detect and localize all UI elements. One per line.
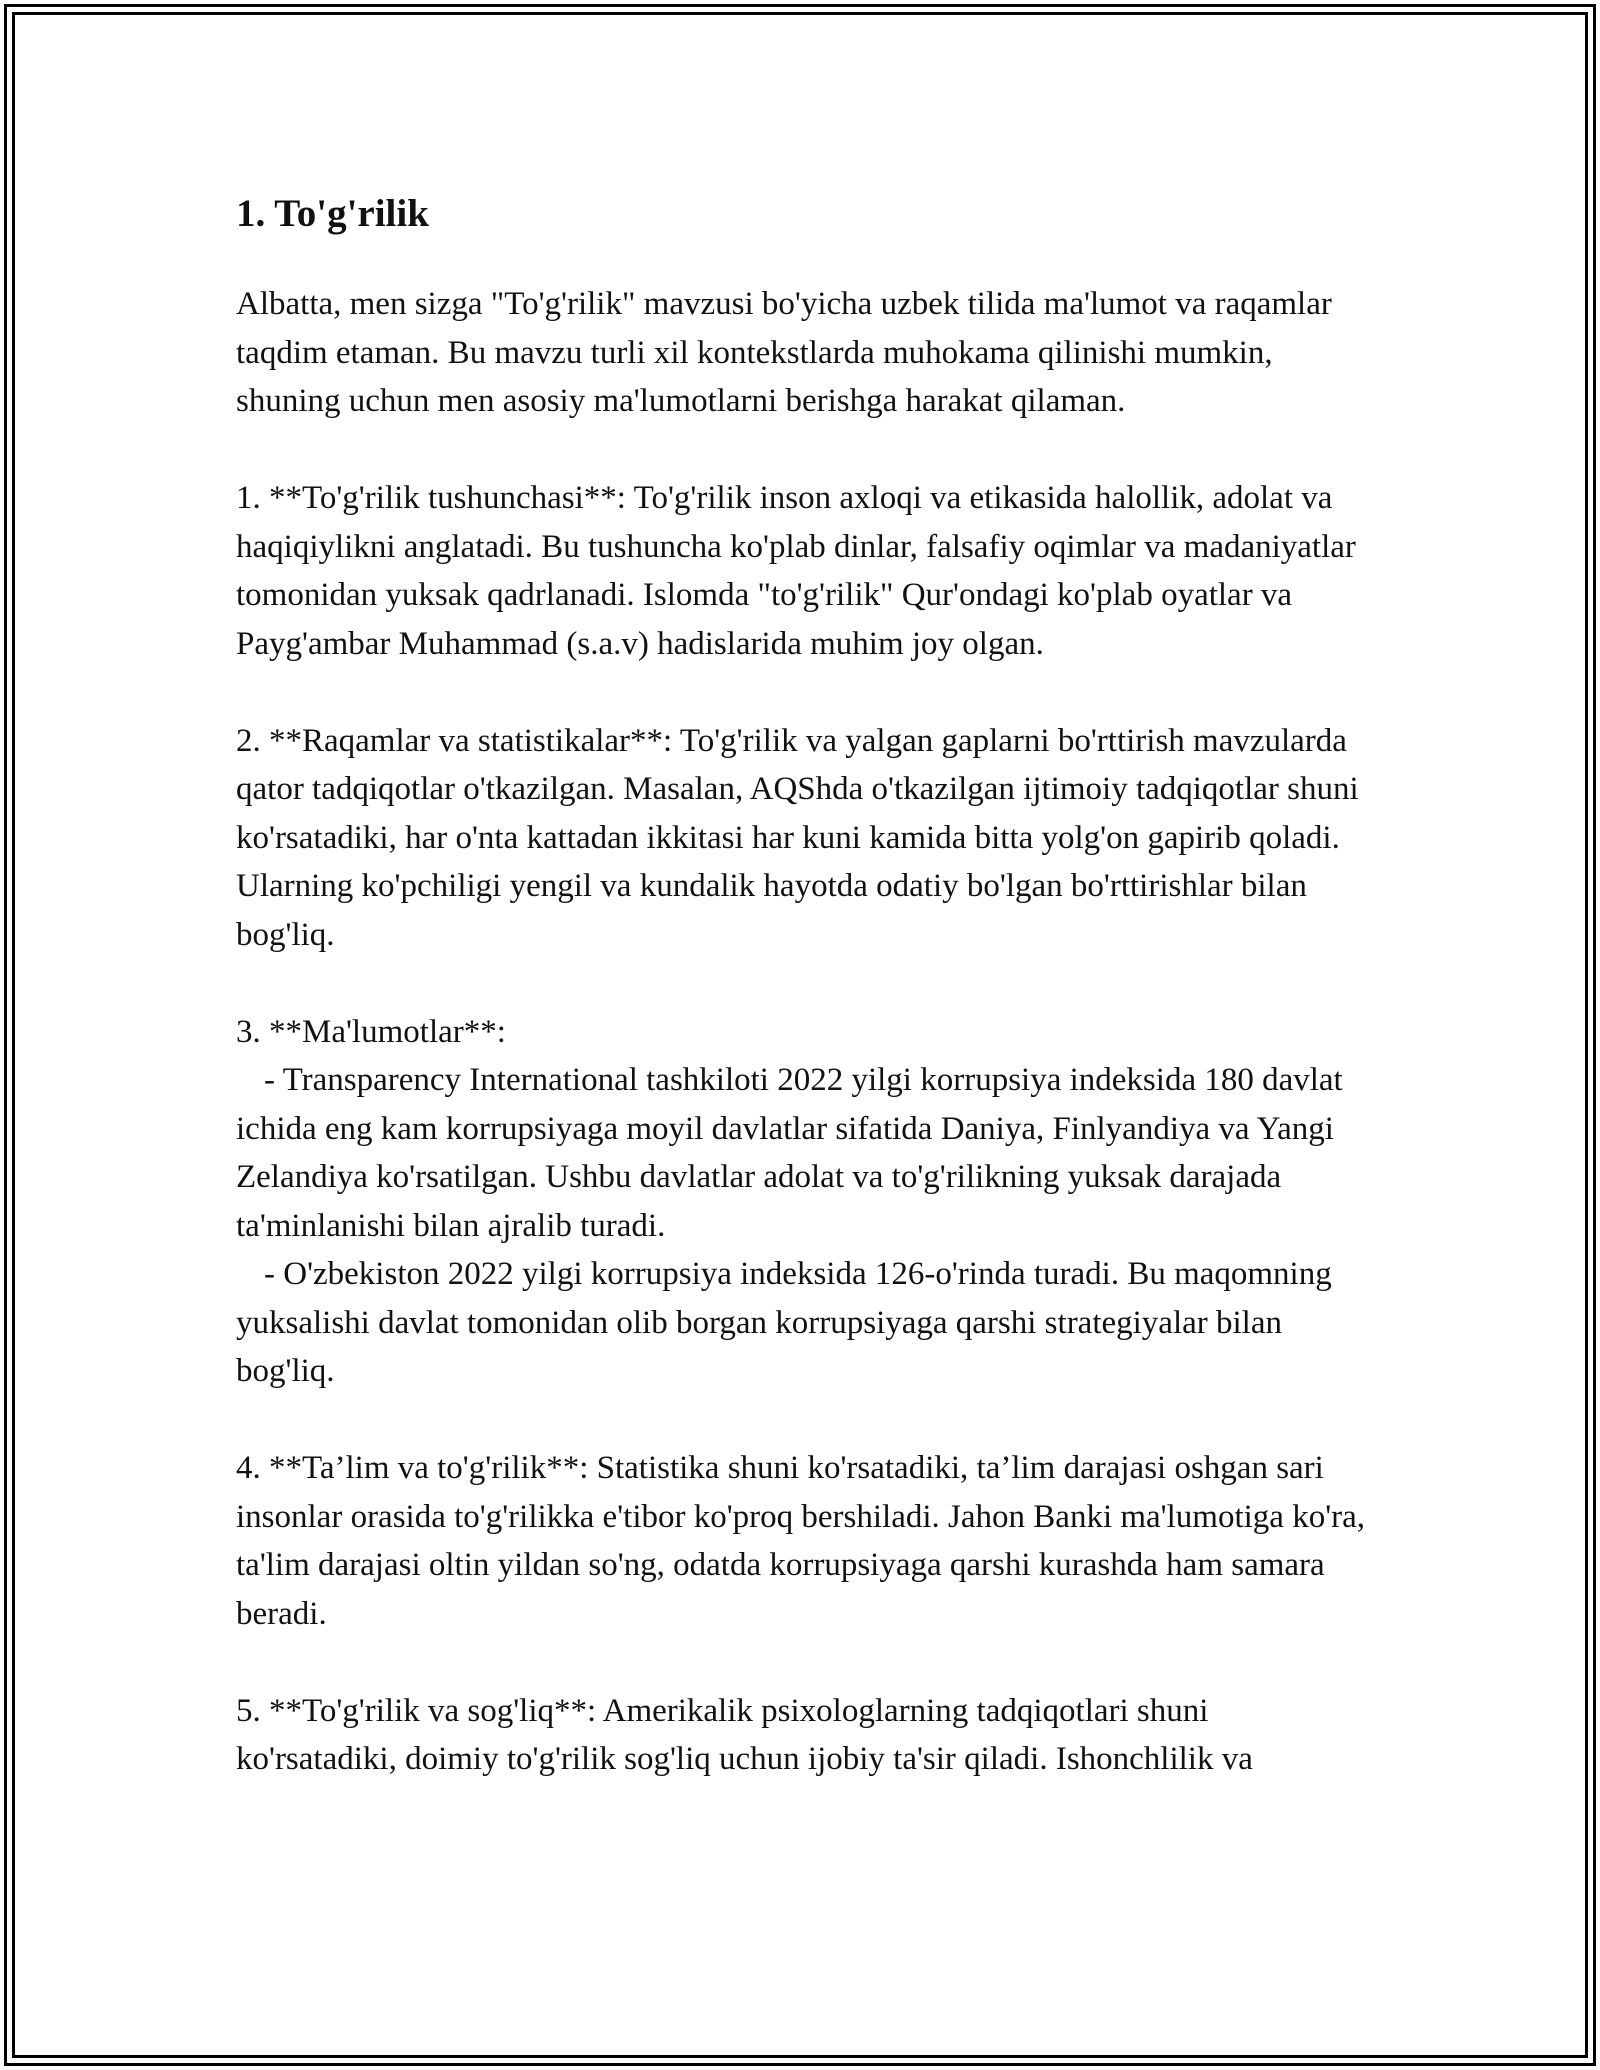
paragraph-spacer xyxy=(236,1638,1376,1687)
item-5-paragraph: 5. **To'g'rilik va sog'liq**: Amerikalik psixologlarning tadqiqotlari shuni ko'rsatadiki, doimiy to'g'rilik sog'liq uchun ijobiy ta'sir qiladi. Ishonchlilik va xyxy=(236,1692,1253,1777)
paragraph-spacer xyxy=(236,1396,1376,1445)
paragraph-spacer xyxy=(236,668,1376,717)
item-3-heading: 3. **Ma'lumotlar**: xyxy=(236,1013,506,1050)
paragraph-spacer xyxy=(236,426,1376,475)
item-1-paragraph: 1. **To'g'rilik tushunchasi**: To'g'rilik inson axloqi va etikasida halollik, adolat va haqiqiylikni anglatadi. Bu tushuncha ko'plab dinlar, falsafiy oqimlar va madaniyatlar tomonidan yuksak qadrlanadi. Islomda "to'g'rilik" Qur'ondagi ko'plab oyatlar va Payg'ambar Muhammad (s.a.v) hadislarida muhim joy olgan. xyxy=(236,480,1356,662)
item-3-bullet-2: - O'zbekiston 2022 yilgi korrupsiya indeksida 126-o'rinda turadi. Bu maqomning yuksalishi davlat tomonidan olib borgan korrupsiyaga qarshi strategiyalar bilan bog'liq. xyxy=(236,1256,1332,1389)
item-2-paragraph: 2. **Raqamlar va statistikalar**: To'g'rilik va yalgan gaplarni bo'rttirish mavzularda qator tadqiqotlar o'tkazilgan. Masalan, AQShda o'tkazilgan ijtimoiy tadqiqotlar shuni ko'rsatadiki, har o'nta kattadan ikkitasi har kuni kamida bitta yolg'on gapirib qoladi. Ularning ko'pchiligi yengil va kundalik hayotda odatiy bo'lgan bo'rttirishlar bilan bog'liq. xyxy=(236,722,1359,953)
intro-paragraph: Albatta, men sizga "To'g'rilik" mavzusi bo'yicha uzbek tilida ma'lumot va raqamlar taqdim etaman. Bu mavzu turli xil kontekstlarda muhokama qilinishi mumkin, shuning uchun men asosiy ma'lumotlarni berishga harakat qilaman. xyxy=(236,286,1332,419)
item-3-bullet-1: - Transparency International tashkiloti 2022 yilgi korrupsiya indeksida 180 davlat ichida eng kam korrupsiyaga moyil davlatlar sifatida Daniya, Finlyandiya va Yangi Zelandiya ko'rsatilgan. Ushbu davlatlar adolat va to'g'rilikning yuksak darajada ta'minlanishi bilan ajralib turadi. xyxy=(236,1062,1343,1244)
document-body xyxy=(236,186,1376,1784)
document-title: 1. To'g'rilik xyxy=(236,192,429,235)
item-4-paragraph: 4. **Ta’lim va to'g'rilik**: Statistika shuni ko'rsatadiki, ta’lim darajasi oshgan sari insonlar orasida to'g'rilikka e'tibor ko'proq bershiladi. Jahon Banki ma'lumotiga ko'ra, ta'lim darajasi oltin yildan so'ng, odatda korrupsiyaga qarshi kurashda ham samara beradi. xyxy=(236,1450,1366,1632)
paragraph-spacer xyxy=(236,959,1376,1008)
